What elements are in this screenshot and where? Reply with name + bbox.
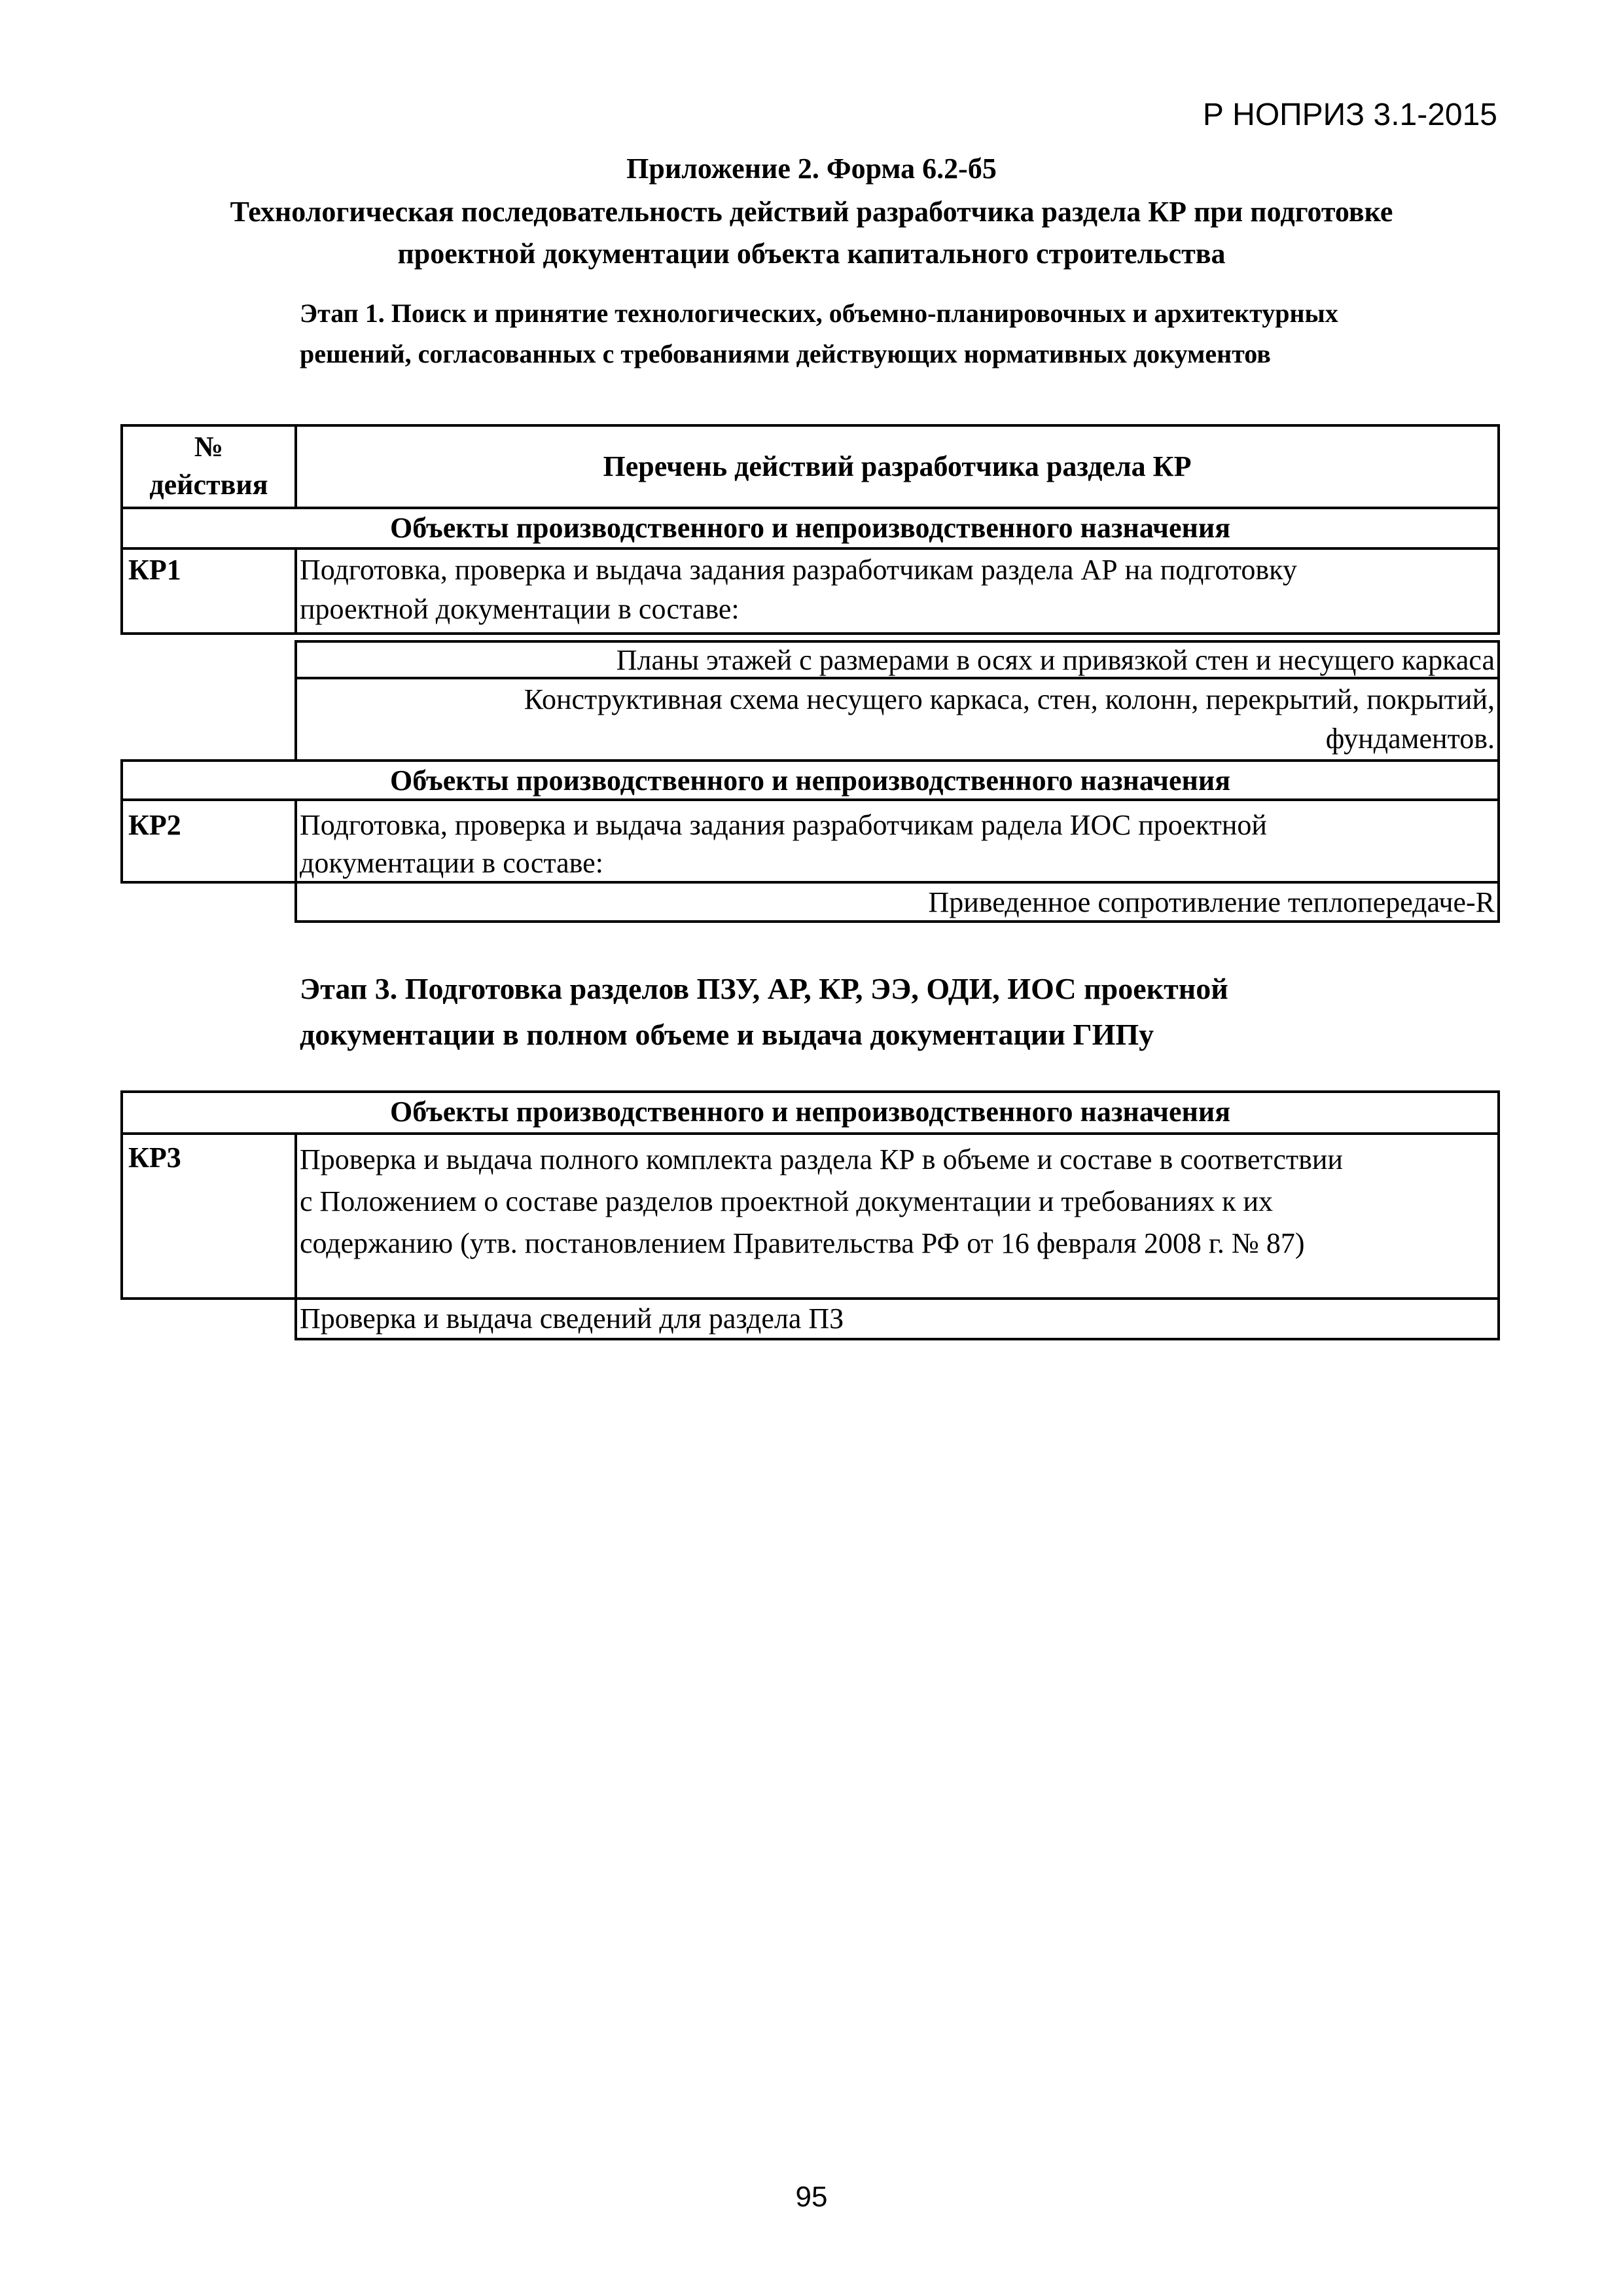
page-number: 95	[795, 2181, 828, 2213]
kr1-item2-line2: фундаментов.	[1325, 723, 1495, 755]
table2-section-label: Объекты производственного и непроизводственного назначения	[390, 1096, 1230, 1128]
stage3-title-line2: документации в полном объеме и выдача документации ГИПу	[300, 1018, 1154, 1051]
kr1-item2-line1: Конструктивная схема несущего каркаса, стен, колонн, перекрытий, покрытий,	[524, 683, 1495, 715]
kr2-item1: Приведенное сопротивление теплопередаче-R	[928, 886, 1495, 918]
section-row-2-label: Объекты производственного и непроизводственного назначения	[390, 764, 1230, 797]
kr2-code: КР2	[128, 809, 181, 841]
kr3-item1: Проверка и выдача сведений для раздела ПЗ	[300, 1302, 844, 1335]
stage3-title-line1: Этап 3. Подготовка разделов ПЗУ, АР, КР, ЭЭ, ОДИ, ИОС проектной	[300, 972, 1228, 1005]
appendix-title: Приложение 2. Форма 6.2-б5	[626, 152, 997, 185]
kr3-text-line1: Проверка и выдача полного комплекта раздела КР в объеме и составе в соответствии	[300, 1143, 1343, 1175]
stage1-title-line2: решений, согласованных с требованиями действующих нормативных документов	[300, 339, 1271, 368]
stage1-title	[300, 293, 1338, 374]
stage1-title-line1: Этап 1. Поиск и принятие технологических, объемно-планировочных и архитектурных	[300, 298, 1338, 328]
header-num-line2: действия	[149, 469, 268, 501]
kr2-text-line1: Подготовка, проверка и выдача задания разработчикам радела ИОС проектной	[300, 809, 1267, 841]
kr3-text-line3: содержанию (утв. постановлением Правительства РФ от 16 февраля 2008 г. № 87)	[300, 1227, 1305, 1259]
kr1-code: КР1	[128, 554, 181, 586]
kr1-text-line2: проектной документации в составе:	[300, 593, 740, 625]
kr3-code: КР3	[128, 1141, 181, 1174]
kr1-item1: Планы этажей с размерами в осях и привязкой стен и несущего каркаса	[616, 644, 1495, 676]
section-row-1-label: Объекты производственного и непроизводственного назначения	[390, 512, 1230, 544]
header-list-title: Перечень действий разработчика раздела КР	[603, 450, 1192, 482]
kr3-text-line2: с Положением о составе разделов проектной документации и требованиях к их	[300, 1185, 1274, 1217]
header-num-line1: №	[194, 431, 224, 463]
document-code: Р НОПРИЗ 3.1-2015	[1202, 98, 1497, 132]
main-title-line2: проектной документации объекта капитального строительства	[397, 238, 1226, 270]
main-title-line1: Технологическая последовательность действий разработчика раздела КР при подготовке	[230, 196, 1393, 228]
kr2-text-line2: документации в составе:	[300, 847, 603, 879]
kr1-text-line1: Подготовка, проверка и выдача задания разработчикам раздела АР на подготовку	[300, 554, 1297, 586]
stage3-title	[300, 966, 1228, 1058]
